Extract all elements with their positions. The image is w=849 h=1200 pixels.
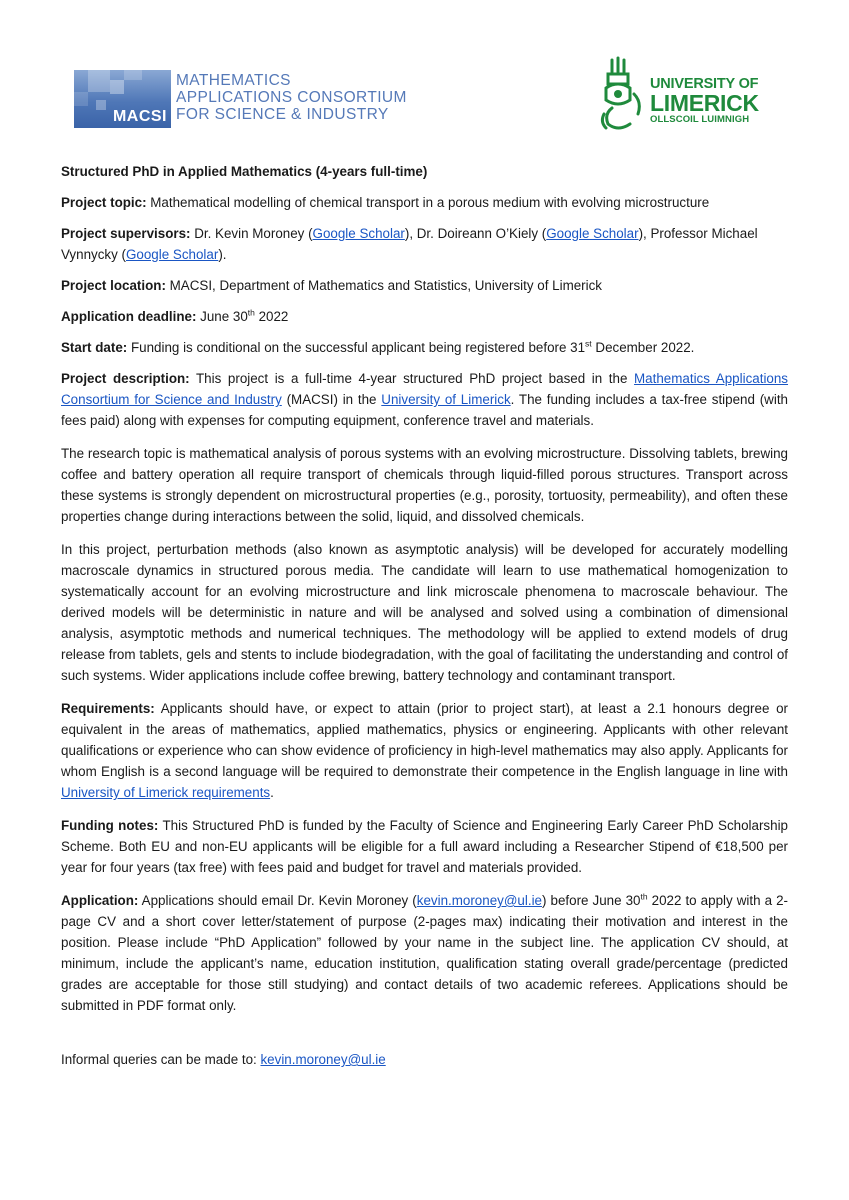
university-of-limerick-link[interactable]: University of Limerick [381, 392, 511, 407]
macsi-line-1: MATHEMATICS [176, 72, 291, 89]
google-scholar-link-vynnycky[interactable]: Google Scholar [126, 247, 219, 262]
document-body [61, 161, 788, 1080]
ul-crest-icon [598, 54, 648, 134]
application-label: Application: [61, 893, 139, 908]
document-title: Structured PhD in Applied Mathematics (4-years full-time) [61, 164, 428, 179]
application-deadline-label: Application deadline: [61, 309, 197, 324]
requirements: Requirements: Applicants should have, or expect to attain (prior to project start), at least a 2.1 honours degree or equivalent in the areas of mathematics, applied mathematics, physics or engineering. Applicants with other relevant qualifications or experience who can show evidence of proficiency in high-level mathematics may also apply. Applicants for whom English is a second language will be required to demonstrate their competence in the English language in line with University of Limerick requirements. [61, 701, 788, 800]
project-topic [61, 192, 788, 213]
application-email-link[interactable]: kevin.moroney@ul.ie [416, 893, 543, 908]
project-supervisors: Project supervisors: Dr. Kevin Moroney (Google Scholar), Dr. Doireann O’Kiely (Google Scholar), Professor Michael Vynnycky (Google Scholar). [61, 226, 758, 262]
google-scholar-link-okiely[interactable]: Google Scholar [546, 226, 639, 241]
research-topic-paragraph: The research topic is mathematical analysis of porous systems with an evolving microstructure. Dissolving tablets, brewing coffee and battery operation all require transport of chemicals through liquid-filled porous structures. Transport across these systems is strongly dependent on microstructural properties (e.g., porosity, tortuosity, permeability), and often these properties change during interactions between the solid, liquid, and dissolved chemicals. [61, 446, 788, 524]
project-methods-paragraph: In this project, perturbation methods (also known as asymptotic analysis) will be developed for accurately modelling macroscale dynamics in structured porous media. The candidate will learn to use mathematical homogenization to systematically account for an evolving microstructure and link microscale phenomena to macroscale behaviour. The derived models will be deterministic in nature and will be analysed and solved using a combination of dimensional analysis, asymptotic methods and numerical techniques. The methodology will be applied to extend models of drug release from tablets, gels and stents to include biodegradation, with the goal of facilitating the understanding and control of such systems. Wider applications include coffee brewing, battery technology and contaminant transport. [61, 542, 788, 683]
ul-wordmark [650, 76, 759, 126]
requirements-label: Requirements: [61, 701, 155, 716]
project-location: Project location: MACSI, Department of Mathematics and Statistics, University of Limerick [61, 278, 603, 293]
macsi-logo [74, 70, 419, 130]
macsi-wordmark [176, 72, 407, 123]
funding-notes-label: Funding notes: [61, 818, 159, 833]
project-description: Project description: This project is a full-time 4-year structured PhD project based in the Mathematics Applications Consortium for Science and Industry (MACSI) in the University of Limerick. The funding includes a tax-free stipend (with fees paid) along with expenses for computing equipment, conference travel and materials. [61, 371, 789, 428]
application-instructions: Application: Applications should email Dr. Kevin Moroney (kevin.moroney@ul.ie) before June 30th 2022 to apply with a 2-page CV and a short cover letter/statement of purpose (2-pages max) indicating their motivation and interest in the position. Please include “PhD Application” followed by your name in the subject line. The application CV should, at minimum, include the applicant’s name, education institution, qualification stating overall grade/percentage (predicted grades are acceptable for those still studying) and contact details of two academic referees. Applications should be submitted in PDF format only. [61, 891, 788, 1013]
start-date-label: Start date: [61, 340, 128, 355]
macsi-line-2: APPLICATIONS CONSORTIUM [176, 89, 407, 106]
university-of-limerick-logo [598, 54, 778, 134]
ul-requirements-link[interactable]: University of Limerick requirements [61, 785, 271, 800]
ul-line-3: OLLSCOIL LUIMNIGH [650, 114, 750, 125]
spacer [61, 1026, 788, 1049]
application-deadline: Application deadline: June 30th 2022 [61, 307, 289, 324]
project-topic-label: Project topic: [61, 195, 147, 210]
queries-email-link[interactable]: kevin.moroney@ul.ie [260, 1052, 386, 1067]
ul-line-2: LIMERICK [650, 90, 759, 116]
project-description-label: Project description: [61, 371, 190, 386]
project-topic-text: Mathematical modelling of chemical transport in a porous medium with evolving microstructure [146, 195, 710, 210]
start-date: Start date: Funding is conditional on the successful applicant being registered before 31st December 2022. [61, 338, 695, 355]
macsi-line-3: FOR SCIENCE & INDUSTRY [176, 106, 389, 123]
informal-queries: Informal queries can be made to: kevin.moroney@ul.ie [61, 1052, 386, 1067]
macsi-link[interactable]: Mathematics Applications Consortium for Science and Industry [61, 371, 789, 407]
macsi-mark-icon [74, 70, 171, 128]
funding-notes: Funding notes: This Structured PhD is funded by the Faculty of Science and Engineering Early Career PhD Scholarship Scheme. Both EU and non-EU applicants will be eligible for a full award including a Researcher Stipend of €18,500 per year for four years (tax free) with fees paid and budget for travel and materials provided. [61, 818, 788, 875]
macsi-mark-label: MACSI [112, 108, 167, 125]
google-scholar-link-moroney[interactable]: Google Scholar [312, 226, 405, 241]
project-location-label: Project location: [61, 278, 166, 293]
ul-line-1: UNIVERSITY OF [650, 76, 759, 92]
project-supervisors-label: Project supervisors: [61, 226, 191, 241]
